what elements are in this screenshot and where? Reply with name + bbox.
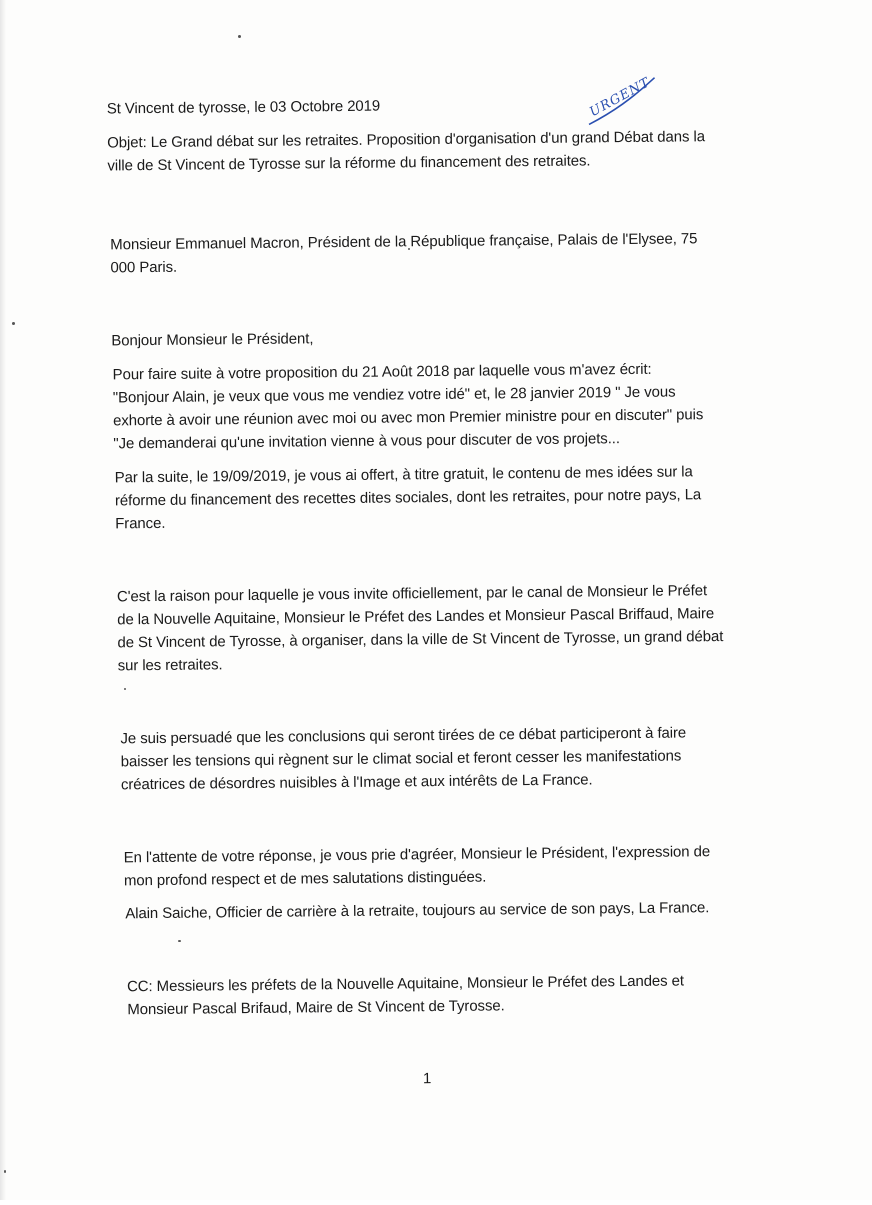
paragraph-5-line-1: En l'attente de votre réponse, je vous prie d'agréer, Monsieur le Président, l'expression de [123,843,711,867]
subject-line-1: Objet: Le Grand débat sur les retraites. Proposition d'organisation d'un grand Débat dans la [107,128,705,152]
paragraph-2-line-3: France. [115,514,166,533]
paragraph-5-line-2: mon profond respect et de mes salutations distinguées. [123,868,487,890]
paragraph-3-line-4: sur les retraites. [117,656,223,675]
recipient-line-1: Monsieur Emmanuel Macron, Président de la République française, Palais de l'Elysee, 75 [110,230,698,254]
paragraph-2-line-2: réforme du financement des recettes dites sociales, dont les retraites, pour notre pays, La [114,486,702,510]
stamp-label: URGENT [587,75,653,121]
recipient-line-2: 000 Paris. [110,258,178,277]
salutation: Bonjour Monsieur le Président, [111,330,314,350]
cc-line-1: CC: Messieurs les préfets de la Nouvelle Aquitaine, Monsieur le Préfet des Landes et [126,972,684,996]
paragraph-2-line-1: Par la suite, le 19/09/2019, je vous ai offert, à titre gratuit, le contenu de mes idées sur la [114,463,693,487]
paragraph-1-line-4: "Je demanderai qu'une invitation vienne à vous pour discuter de vos projets... [113,430,620,453]
paragraph-4-line-1: Je suis persuadé que les conclusions qui seront tirées de ce débat participeront à faire [120,724,687,748]
paragraph-4-line-2: baisser les tensions qui règnent sur le climat social et feront cesser les manifestations [120,747,682,771]
paragraph-1-line-1: Pour faire suite à votre proposition du 21 Août 2018 par laquelle vous m'avez écrit: [112,360,652,384]
paragraph-3-line-3: de St Vincent de Tyrosse, à organiser, dans la ville de St Vincent de Tyrosse, un grand débat [117,628,724,652]
signature-line: Alain Saiche, Officier de carrière à la retraite, toujours au service de son pays, La France. [125,899,710,923]
place-date: St Vincent de tyrosse, le 03 Octobre 2019 [106,97,381,118]
cc-line-2: Monsieur Pascal Brifaud, Maire de St Vincent de Tyrosse. [127,997,505,1019]
paragraph-1-line-3: exhorte à avoir une réunion avec moi ou avec mon Premier ministre pour en discuter" puis [113,406,704,430]
paragraph-1-line-2: "Bonjour Alain, je veux que vous me vendiez votre idé" et, le 28 janvier 2019 " Je vous [112,383,676,407]
paragraph-3-line-1: C'est la raison pour laquelle je vous invite officiellement, par le canal de Monsieur le Préfet [116,582,708,606]
subject-line-2: ville de St Vincent de Tyrosse sur la réforme du financement des retraites. [107,152,591,175]
paragraph-3-line-2: de la Nouvelle Aquitaine, Monsieur le Préfet des Landes et Monsieur Pascal Briffaud, Maire [117,605,715,629]
page-number: 1 [422,1070,432,1088]
paragraph-4-line-3: créatrices de désordres nuisibles à l'Image et aux intérêts de La France. [120,771,593,794]
